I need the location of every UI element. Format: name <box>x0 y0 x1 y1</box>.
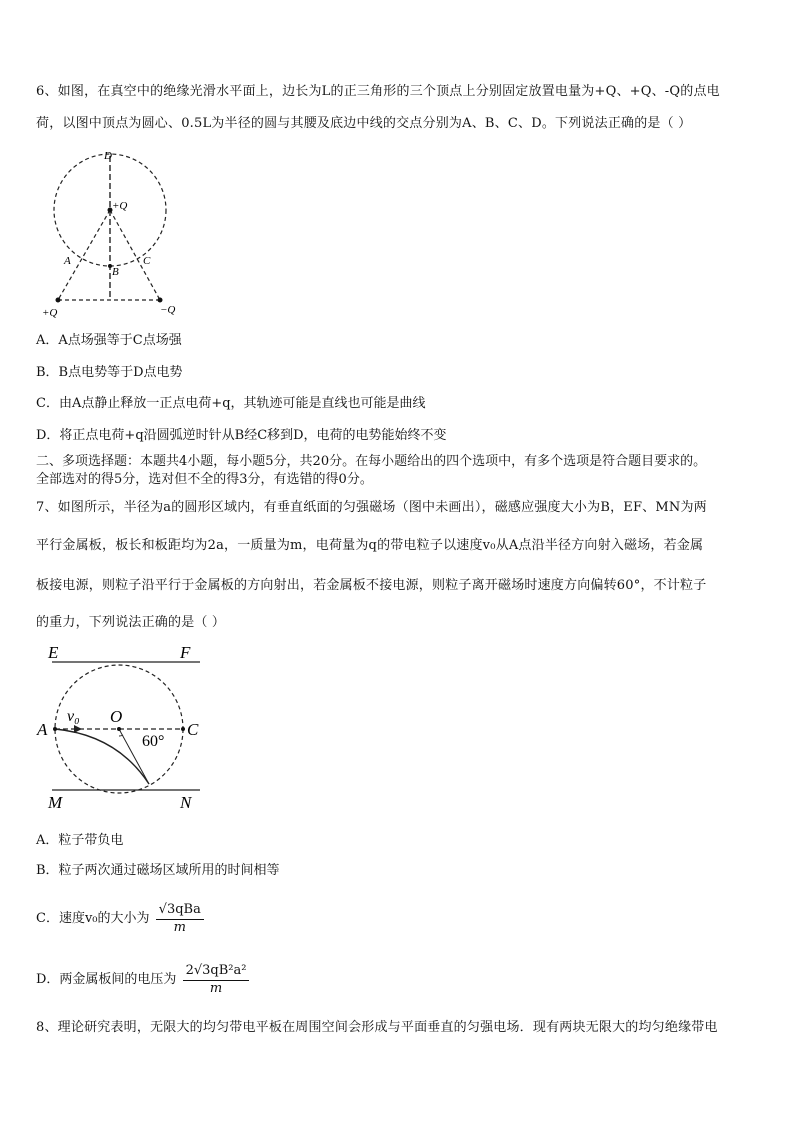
q6-label-left-charge: +Q <box>42 307 58 319</box>
q7-option-d-fraction <box>183 963 250 997</box>
q7-line-2: 平行金属板，板长和板距均为2a，一质量为m，电荷量为q的带电粒子以速度v₀从A点沿半径方向射入磁场，若金属 <box>36 538 704 553</box>
q7-label-C: C <box>187 720 199 739</box>
q6-right-charge <box>158 298 163 303</box>
q7-line-1: 7、如图所示，半径为a的圆形区域内，有垂直纸面的匀强磁场（图中未画出），磁感应强度大小为B，EF、MN为两 <box>36 500 707 515</box>
q6-label-B: B <box>112 266 119 278</box>
q7-label-angle: 60° <box>142 733 165 750</box>
q6-figure <box>36 148 196 323</box>
q7-label-E: E <box>48 643 59 662</box>
q7-option-b: B．粒子两次通过磁场区域所用的时间相等 <box>36 863 280 878</box>
q6-label-right-charge: −Q <box>160 304 176 316</box>
q7-label-O: O <box>110 707 123 726</box>
q7-option-c-prefix: C．速度v₀的大小为 <box>36 911 150 926</box>
q7-point-O <box>117 727 121 731</box>
q7-point-A <box>53 727 57 731</box>
section2-line-2: 全部选对的得5分，选对但不全的得3分，有选错的得0分。 <box>36 472 373 487</box>
q7-option-c-numerator: √3qBa <box>156 902 204 920</box>
q7-line-3: 板接电源，则粒子沿平行于金属板的方向射出，若金属板不接电源，则粒子离开磁场时速度方向偏转60°，不计粒子 <box>36 578 707 593</box>
q6-line-2: 荷，以图中顶点为圆心、0.5L为半径的圆与其腰及底边中线的交点分别为A、B、C、D。下列说法正确的是（ ） <box>36 116 692 131</box>
q6-option-b: B．B点电势等于D点电势 <box>36 365 183 380</box>
q7-label-N: N <box>180 793 192 812</box>
q7-angle-arc <box>119 735 123 736</box>
q7-option-c-denominator: m <box>173 920 186 935</box>
q7-label-v0: v₀ <box>67 708 80 725</box>
q7-option-d-prefix: D．两金属板间的电压为 <box>36 972 177 987</box>
q7-figure <box>32 640 222 820</box>
q8-line-1: 8、理论研究表明，无限大的均匀带电平板在周围空间会形成与平面垂直的匀强电场．现有两块无限大的均匀绝缘带电 <box>36 1020 718 1035</box>
q6-option-d: D．将正点电荷+q沿圆弧逆时针从B经C移到D，电荷的电势能始终不变 <box>36 428 447 443</box>
q7-point-C <box>181 727 185 731</box>
section2-line-1: 二、多项选择题：本题共4小题，每小题5分，共20分。在每小题给出的四个选项中，有多个选项是符合题目要求的。 <box>36 454 707 469</box>
q7-label-M: M <box>48 793 63 812</box>
q6-left-charge <box>56 298 61 303</box>
q6-label-A: A <box>64 255 71 267</box>
q7-option-c-fraction <box>156 902 204 936</box>
q7-option-d-numerator: 2√3qB²a² <box>183 963 250 981</box>
q7-option-a: A．粒子带负电 <box>36 833 124 848</box>
q6-label-top-charge: +Q <box>112 200 128 212</box>
q6-label-C: C <box>143 255 151 267</box>
q7-option-d <box>36 963 251 997</box>
q7-option-c <box>36 902 206 936</box>
q6-right-side <box>110 210 160 300</box>
q7-label-A: A <box>37 720 48 739</box>
q7-label-F: F <box>180 643 191 662</box>
q6-option-a: A．A点场强等于C点场强 <box>36 333 182 348</box>
q7-line-4: 的重力，下列说法正确的是（ ） <box>36 615 226 630</box>
q6-line-1: 6、如图，在真空中的绝缘光滑水平面上，边长为L的正三角形的三个顶点上分别固定放置电量为+Q、+Q、-Q的点电 <box>36 84 720 99</box>
q7-option-d-denominator: m <box>209 981 223 996</box>
q7-trajectory <box>55 729 149 784</box>
q6-option-c: C．由A点静止释放一正点电荷+q，其轨迹可能是直线也可能是曲线 <box>36 396 426 411</box>
q6-label-D: D <box>104 150 112 162</box>
q7-velocity-arrow <box>74 725 82 733</box>
